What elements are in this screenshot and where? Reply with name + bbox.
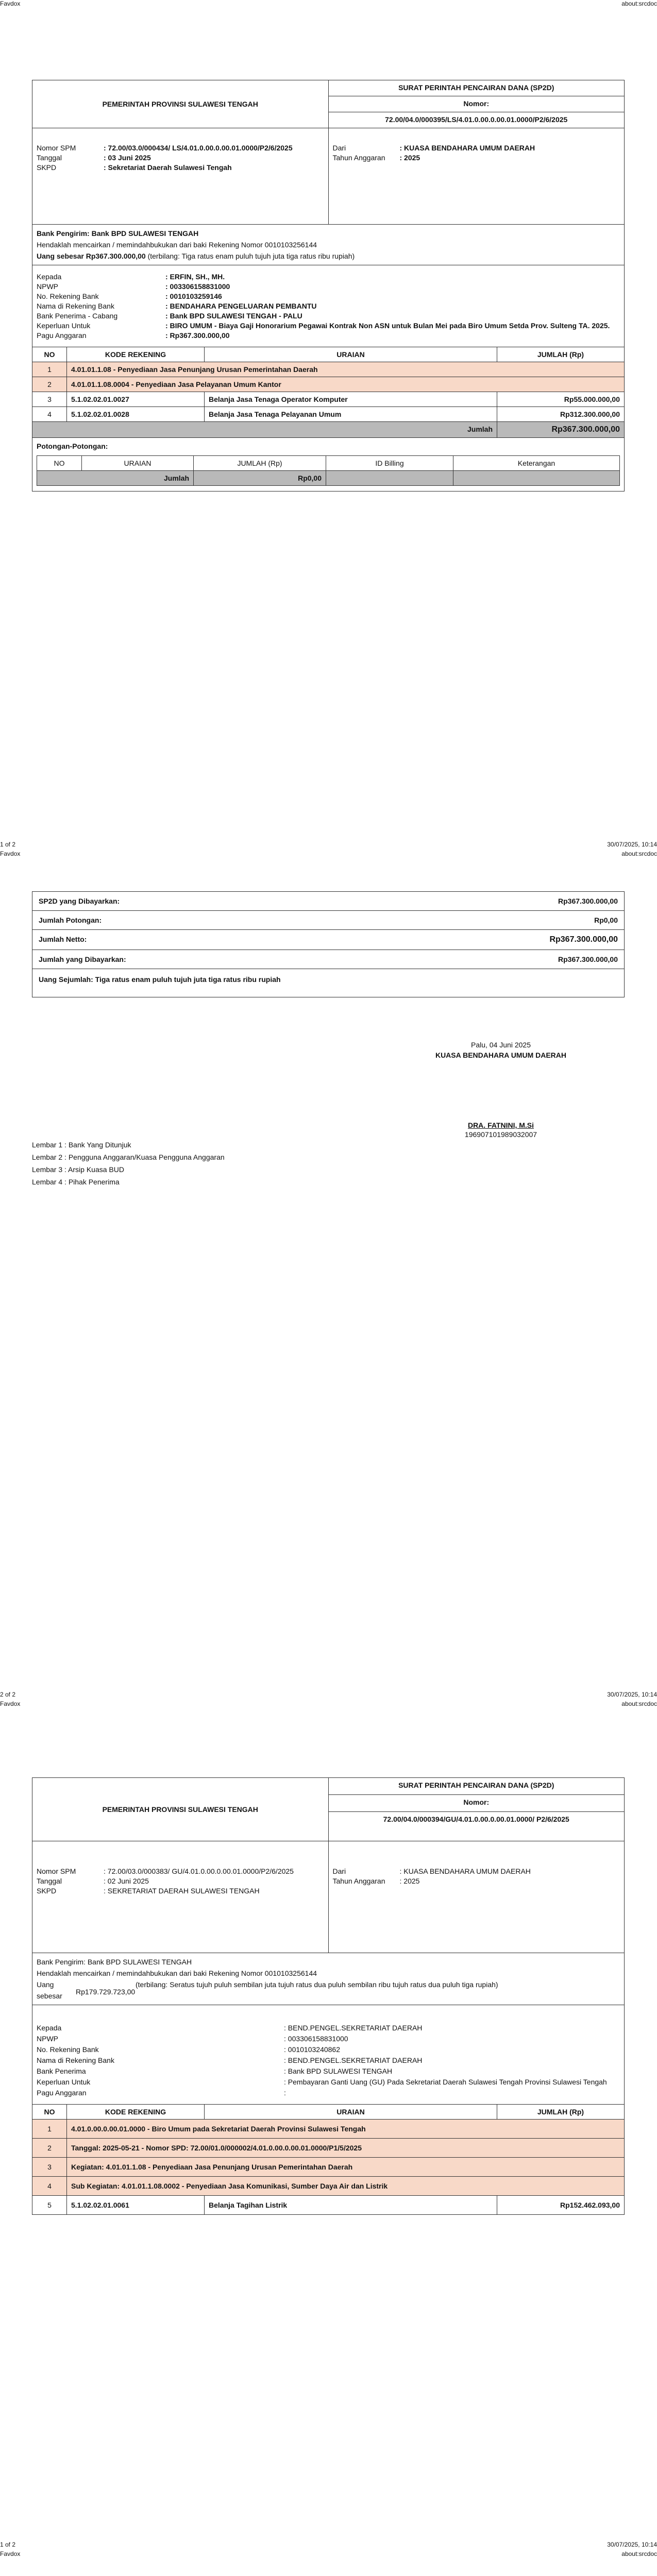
recipient-label: Pagu Anggaran bbox=[37, 2089, 87, 2097]
row-kode: 5.1.02.02.01.0027 bbox=[67, 392, 205, 407]
recipient-value: : ERFIN, SH., MH. bbox=[165, 273, 225, 281]
spm-value: : 72.00/03.0/000383/ GU/4.01.0.00.0.00.01.0000/P2/6/2025 bbox=[104, 1867, 294, 1875]
col-header: URAIAN bbox=[82, 456, 194, 471]
lembar-list bbox=[32, 1139, 225, 1188]
tahun-label: Tahun Anggaran bbox=[332, 1877, 385, 1885]
potongan-section bbox=[32, 438, 625, 492]
row-no: 3 bbox=[32, 392, 67, 407]
potongan-jumlah-value: Rp0,00 bbox=[194, 471, 326, 486]
row-jumlah: Rp55.000.000,00 bbox=[497, 392, 625, 407]
summary-label: SP2D yang Dibayarkan: bbox=[39, 897, 120, 905]
total-row bbox=[32, 422, 625, 438]
dari-info bbox=[328, 128, 625, 225]
recipient-value: : BENDAHARA PENGELUARAN PEMBANTU bbox=[165, 302, 317, 310]
col-header: URAIAN bbox=[205, 347, 497, 362]
hendaklah-text: Hendaklah mencairkan / memindahbukukan dari baki Rekening Nomor 0010103256144 bbox=[37, 241, 317, 249]
row-uraian: Belanja Tagihan Listrik bbox=[205, 2196, 497, 2215]
recipient-label: Bank Penerima - Cabang bbox=[37, 312, 118, 320]
doc-title: SURAT PERINTAH PENCAIRAN DANA (SP2D) bbox=[328, 1778, 625, 1795]
total-value: Rp367.300.000,00 bbox=[497, 422, 625, 438]
recipient-label: NPWP bbox=[37, 282, 58, 291]
print-footer-right: 30/07/2025, 10:14 bbox=[607, 2541, 657, 2548]
bank-info bbox=[32, 225, 625, 265]
signer-title: KUASA BENDAHARA UMUM DAERAH bbox=[435, 1051, 567, 1059]
potongan-jumlah-label: Jumlah bbox=[37, 471, 194, 486]
row-jumlah: Rp152.462.093,00 bbox=[497, 2196, 625, 2215]
recipient-label: NPWP bbox=[37, 2035, 58, 2043]
dari-label: Dari bbox=[332, 144, 346, 152]
recipient-value: : BEND.PENGEL.SEKRETARIAT DAERAH bbox=[284, 2024, 423, 2032]
col-header: ID Billing bbox=[326, 456, 453, 471]
bank-pengirim: Bank Pengirim: Bank BPD SULAWESI TENGAH bbox=[37, 1958, 192, 1966]
recipient-label: Nama di Rekening Bank bbox=[37, 2056, 114, 2064]
uang-value: Rp179.729.723,00 bbox=[76, 1988, 136, 1996]
recipient-info bbox=[32, 2005, 625, 2105]
sp2d-header-table bbox=[32, 1777, 625, 2105]
signer-name: DRA. FATNINI, M.Si bbox=[467, 1121, 534, 1129]
recipient-value: : Bank BPD SULAWESI TENGAH bbox=[284, 2067, 393, 2075]
spm-info bbox=[32, 128, 329, 225]
print-header-right: about:srcdoc bbox=[621, 850, 657, 857]
summary-label: Jumlah Netto: bbox=[39, 935, 87, 943]
col-header: JUMLAH (Rp) bbox=[194, 456, 326, 471]
summary-value: Rp367.300.000,00 bbox=[549, 935, 618, 944]
recipient-label: Bank Penerima bbox=[37, 2067, 86, 2075]
table-row bbox=[32, 377, 625, 392]
nomor-value: 72.00/04.0/000394/GU/4.01.0.00.0.00.01.0000/ P2/6/2025 bbox=[328, 1812, 625, 1841]
recipient-value: : 0010103240862 bbox=[284, 2045, 340, 2054]
bank-pengirim: Bank Pengirim: Bank BPD SULAWESI TENGAH bbox=[37, 229, 199, 238]
spm-info bbox=[32, 1841, 329, 1953]
recipient-value: : Rp367.300.000,00 bbox=[165, 331, 230, 340]
recipient-label: Nama di Rekening Bank bbox=[37, 302, 114, 310]
row-no: 1 bbox=[32, 362, 67, 377]
nomor-label: Nomor: bbox=[328, 96, 625, 112]
recipient-value: : BIRO UMUM - Biaya Gaji Honorarium Pegawai Kontrak Non ASN untuk Bulan Mei pada Biro Umum Setda Prov. Sulteng TA. 2025. bbox=[165, 321, 610, 330]
recipient-label: Keperluan Untuk bbox=[37, 2078, 91, 2086]
table-row bbox=[32, 2158, 625, 2177]
col-header: KODE REKENING bbox=[67, 347, 205, 362]
recipient-info bbox=[32, 265, 625, 347]
signer-nip: 196907101989032007 bbox=[464, 1130, 537, 1139]
print-footer-right: 30/07/2025, 10:14 bbox=[607, 1691, 657, 1698]
row-text: 4.01.01.1.08.0004 - Penyediaan Jasa Pelayanan Umum Kantor bbox=[67, 377, 625, 392]
print-header-left: Favdox bbox=[0, 1700, 21, 1707]
row-no: 4 bbox=[32, 2177, 67, 2196]
sp2d-header-table bbox=[32, 80, 625, 347]
row-text: Kegiatan: 4.01.01.1.08 - Penyediaan Jasa Penunjang Urusan Pemerintahan Daerah bbox=[67, 2158, 625, 2177]
col-header: NO bbox=[32, 347, 67, 362]
col-header: KODE REKENING bbox=[67, 2105, 205, 2120]
row-kode: 5.1.02.02.01.0061 bbox=[67, 2196, 205, 2215]
table-row bbox=[32, 407, 625, 422]
print-page-2 bbox=[0, 850, 657, 1700]
recipient-value: : BEND.PENGEL.SEKRETARIAT DAERAH bbox=[284, 2056, 423, 2064]
summary-box bbox=[32, 891, 625, 969]
tahun-value: : 2025 bbox=[399, 154, 420, 162]
print-page-1 bbox=[0, 0, 657, 850]
dari-value: : KUASA BENDAHARA UMUM DAERAH bbox=[399, 144, 535, 152]
dari-label: Dari bbox=[332, 1867, 346, 1875]
row-text: Sub Kegiatan: 4.01.01.1.08.0002 - Penyediaan Jasa Komunikasi, Sumber Daya Air dan Listrik bbox=[67, 2177, 625, 2196]
tanggal-label: Tanggal bbox=[37, 1877, 62, 1885]
recipient-label: Kepada bbox=[37, 2024, 62, 2032]
print-footer-left: 1 of 2 bbox=[0, 841, 16, 848]
row-text: 4.01.0.00.0.00.01.0000 - Biro Umum pada Sekretariat Daerah Provinsi Sulawesi Tengah bbox=[67, 2120, 625, 2139]
col-header: URAIAN bbox=[205, 2105, 497, 2120]
tahun-label: Tahun Anggaran bbox=[332, 154, 385, 162]
recipient-value: : Pembayaran Ganti Uang (GU) Pada Sekretariat Daerah Sulawesi Tengah Provinsi Sulawesi Tengah bbox=[284, 2078, 607, 2086]
skpd-value: : SEKRETARIAT DAERAH SULAWESI TENGAH bbox=[104, 1887, 260, 1895]
row-jumlah: Rp312.300.000,00 bbox=[497, 407, 625, 422]
potongan-total-row bbox=[37, 471, 620, 486]
skpd-label: SKPD bbox=[37, 1887, 57, 1895]
potongan-title: Potongan-Potongan: bbox=[37, 442, 108, 450]
row-no: 1 bbox=[32, 2120, 67, 2139]
terbilang-text: (terbilang: Tiga ratus enam puluh tujuh juta tiga ratus ribu rupiah) bbox=[147, 252, 355, 260]
row-text: 4.01.01.1.08 - Penyediaan Jasa Penunjang Urusan Pemerintahan Daerah bbox=[67, 362, 625, 377]
row-uraian: Belanja Jasa Tenaga Operator Komputer bbox=[205, 392, 497, 407]
summary-label: Jumlah yang Dibayarkan: bbox=[39, 955, 126, 963]
print-footer-right: 30/07/2025, 10:14 bbox=[607, 841, 657, 848]
lembar-item: Lembar 4 : Pihak Penerima bbox=[32, 1178, 120, 1186]
total-label: Jumlah bbox=[32, 422, 497, 438]
col-header: NO bbox=[37, 456, 82, 471]
summary-label: Jumlah Potongan: bbox=[39, 916, 102, 924]
uang-sebesar: Uang sebesar Rp367.300.000,00 bbox=[37, 252, 146, 260]
row-no: 2 bbox=[32, 377, 67, 392]
summary-value: Rp0,00 bbox=[594, 916, 618, 924]
table-row bbox=[32, 362, 625, 377]
lembar-item: Lembar 2 : Pengguna Anggaran/Kuasa Pengguna Anggaran bbox=[32, 1153, 225, 1161]
uang-sejumlah: Uang Sejumlah: Tiga ratus enam puluh tujuh juta tiga ratus ribu rupiah bbox=[32, 969, 625, 997]
terbilang-text: (terbilang: Seratus tujuh puluh sembilan juta tujuh ratus dua puluh sembilan ribu tujuh ratus dua puluh tiga rupiah) bbox=[136, 1980, 498, 1989]
row-no: 3 bbox=[32, 2158, 67, 2177]
summary-row bbox=[32, 892, 624, 911]
summary-row bbox=[32, 930, 624, 950]
table-row bbox=[32, 2177, 625, 2196]
skpd-value: : Sekretariat Daerah Sulawesi Tengah bbox=[104, 163, 232, 172]
spm-label: Nomor SPM bbox=[37, 1867, 76, 1875]
print-page-4 bbox=[0, 2550, 657, 2576]
bank-info bbox=[32, 1953, 625, 2005]
spm-label: Nomor SPM bbox=[37, 144, 76, 152]
col-header: NO bbox=[32, 2105, 67, 2120]
print-footer-left: 1 of 2 bbox=[0, 2541, 16, 2548]
place-date: Palu, 04 Juni 2025 bbox=[471, 1041, 531, 1049]
sp2d-summary-1 bbox=[32, 891, 625, 997]
row-no: 4 bbox=[32, 407, 67, 422]
col-header: JUMLAH (Rp) bbox=[497, 347, 625, 362]
recipient-label: Keperluan Untuk bbox=[37, 321, 91, 330]
table-row bbox=[32, 2120, 625, 2139]
dari-info bbox=[328, 1841, 625, 1953]
potongan-table bbox=[37, 455, 620, 486]
print-header-right: about:srcdoc bbox=[621, 2550, 657, 2557]
row-no: 2 bbox=[32, 2139, 67, 2158]
nomor-value: 72.00/04.0/000395/LS/4.01.0.00.0.00.01.0000/P2/6/2025 bbox=[328, 112, 625, 128]
org-name: PEMERINTAH PROVINSI SULAWESI TENGAH bbox=[32, 80, 329, 128]
recipient-label: No. Rekening Bank bbox=[37, 2045, 99, 2054]
print-header-right: about:srcdoc bbox=[621, 1700, 657, 1707]
col-header: JUMLAH (Rp) bbox=[497, 2105, 625, 2120]
nomor-label: Nomor: bbox=[328, 1795, 625, 1812]
tanggal-label: Tanggal bbox=[37, 154, 62, 162]
tanggal-value: : 02 Juni 2025 bbox=[104, 1877, 149, 1885]
dari-value: : KUASA BENDAHARA UMUM DAERAH bbox=[399, 1867, 531, 1875]
print-header-right: about:srcdoc bbox=[621, 0, 657, 7]
skpd-label: SKPD bbox=[37, 163, 57, 172]
summary-row bbox=[32, 911, 624, 930]
uang-label: Uang sebesar bbox=[37, 1980, 62, 2000]
doc-title: SURAT PERINTAH PENCAIRAN DANA (SP2D) bbox=[328, 80, 625, 96]
recipient-label: Kepada bbox=[37, 273, 62, 281]
print-header-left: Favdox bbox=[0, 2550, 21, 2557]
sp2d-document-1 bbox=[32, 80, 625, 492]
print-footer-left: 2 of 2 bbox=[0, 1691, 16, 1698]
recipient-value: : 0010103259146 bbox=[165, 292, 222, 300]
hendaklah-text: Hendaklah mencairkan / memindahbukukan dari baki Rekening Nomor 0010103256144 bbox=[37, 1969, 317, 1977]
table-row bbox=[32, 392, 625, 407]
summary-value: Rp367.300.000,00 bbox=[558, 955, 618, 963]
recipient-value: : 003306158831000 bbox=[284, 2035, 348, 2043]
recipient-value: : bbox=[284, 2089, 286, 2097]
row-text: Tanggal: 2025-05-21 - Nomor SPD: 72.00/01.0/000002/4.01.0.00.0.00.01.0000/P1/5/2025 bbox=[67, 2139, 625, 2158]
lembar-item: Lembar 3 : Arsip Kuasa BUD bbox=[32, 1165, 124, 1174]
summary-value: Rp367.300.000,00 bbox=[558, 897, 618, 905]
lembar-item: Lembar 1 : Bank Yang Ditunjuk bbox=[32, 1141, 131, 1149]
signature-block-1 bbox=[32, 1041, 625, 1247]
recipient-label: No. Rekening Bank bbox=[37, 292, 99, 300]
spm-value: : 72.00/03.0/000434/ LS/4.01.0.00.0.00.01.0000/P2/6/2025 bbox=[104, 144, 293, 152]
recipient-value: : Bank BPD SULAWESI TENGAH - PALU bbox=[165, 312, 302, 320]
print-header-left: Favdox bbox=[0, 0, 21, 7]
row-uraian: Belanja Jasa Tenaga Pelayanan Umum bbox=[205, 407, 497, 422]
rekening-table bbox=[32, 347, 625, 438]
row-kode: 5.1.02.02.01.0028 bbox=[67, 407, 205, 422]
print-page-3 bbox=[0, 1700, 657, 2550]
row-no: 5 bbox=[32, 2196, 67, 2215]
tahun-value: : 2025 bbox=[399, 1877, 420, 1885]
table-row bbox=[32, 2196, 625, 2215]
recipient-label: Pagu Anggaran bbox=[37, 331, 87, 340]
rekening-table bbox=[32, 2104, 625, 2215]
summary-row bbox=[32, 950, 624, 969]
table-row bbox=[32, 2139, 625, 2158]
tanggal-value: : 03 Juni 2025 bbox=[104, 154, 151, 162]
col-header: Keterangan bbox=[453, 456, 620, 471]
recipient-value: : 003306158831000 bbox=[165, 282, 230, 291]
print-header-left: Favdox bbox=[0, 850, 21, 857]
org-name: PEMERINTAH PROVINSI SULAWESI TENGAH bbox=[32, 1778, 329, 1841]
sp2d-document-2 bbox=[32, 1777, 625, 2215]
